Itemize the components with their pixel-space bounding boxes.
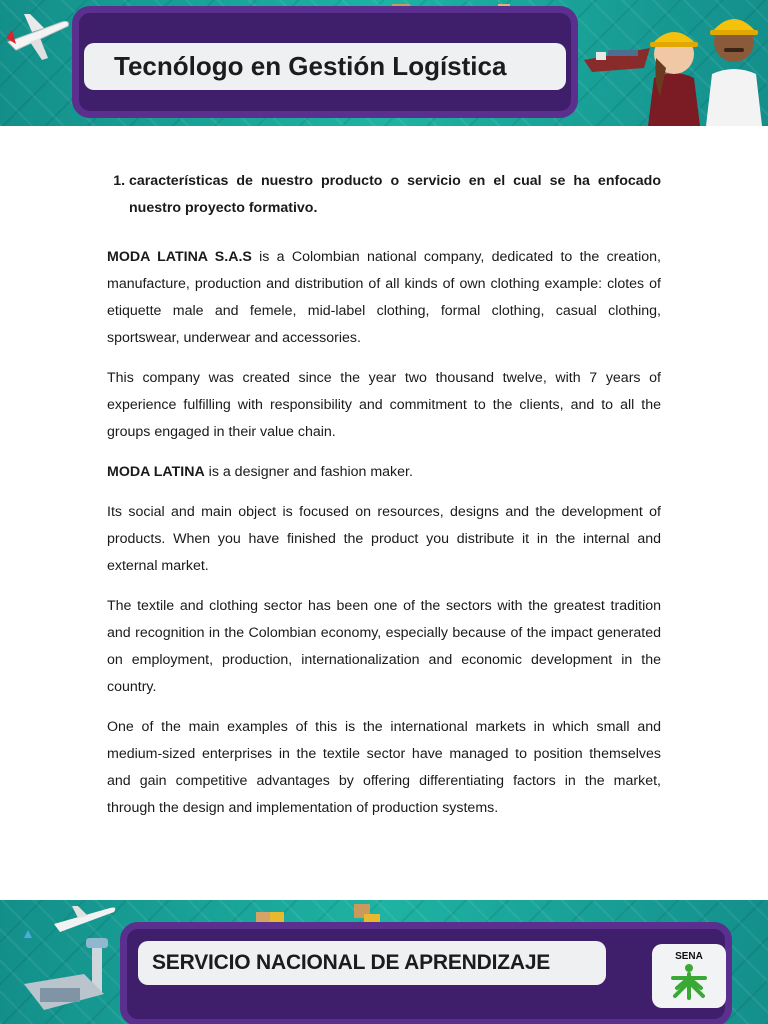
document-body <box>107 168 661 835</box>
paragraph-company-intro <box>107 244 661 352</box>
paragraph-history: This company was created since the year two thousand twelve, with 7 years of experience fulfilling with responsibility and commitment to the clients, and to all the groups engaged in their value chain. <box>107 370 661 440</box>
paragraph-text: is a Colombian national company, dedicated to the creation, manufacture, production and distribution of all kinds of own clothing example: clotes of etiquette male and femele, mid-label clothing, formal clothing, casual clothing, sportswear, underwear and accessories. <box>107 249 661 346</box>
paragraph-object: Its social and main object is focused on resources, designs and the development of products. When you have finished the product you distribute it in the internal and external market. <box>107 504 661 574</box>
svg-text:SENA: SENA <box>675 951 703 962</box>
header-title-box <box>84 43 566 90</box>
company-name: MODA LATINA <box>107 464 205 480</box>
airport-illustration-icon <box>14 904 124 1024</box>
header-banner <box>0 0 768 126</box>
sena-logo-icon <box>665 948 713 1004</box>
footer-banner <box>0 900 768 1024</box>
list-item: 1. características de nuestro producto o servicio en el cual se ha enfocado nuestro proyecto formativo. <box>129 168 661 222</box>
footer-title-box <box>138 941 606 985</box>
sena-logo <box>652 944 726 1008</box>
airplane-icon <box>2 8 74 68</box>
paragraph-text: is a designer and fashion maker. <box>204 464 413 480</box>
numbered-list <box>107 168 661 222</box>
company-name: MODA LATINA S.A.S <box>107 249 252 265</box>
paragraph-designer <box>107 459 661 486</box>
workers-illustration-icon <box>620 4 768 126</box>
paragraph-markets: One of the main examples of this is the international markets in which small and medium-sized enterprises in the textile sector have managed to position themselves and gain competitive advantages by offering differentiating factors in the market, through the design and implementation of production systems. <box>107 719 661 816</box>
footer-title: SERVICIO NACIONAL DE APRENDIZAJE <box>152 951 551 974</box>
paragraph-sector: The textile and clothing sector has been one of the sectors with the greatest tradition and recognition in the Colombian economy, especially because of the impact generated on employment, production, internationalization and economic development in the country. <box>107 598 661 695</box>
page-title: Tecnólogo en Gestión Logística <box>114 51 507 81</box>
